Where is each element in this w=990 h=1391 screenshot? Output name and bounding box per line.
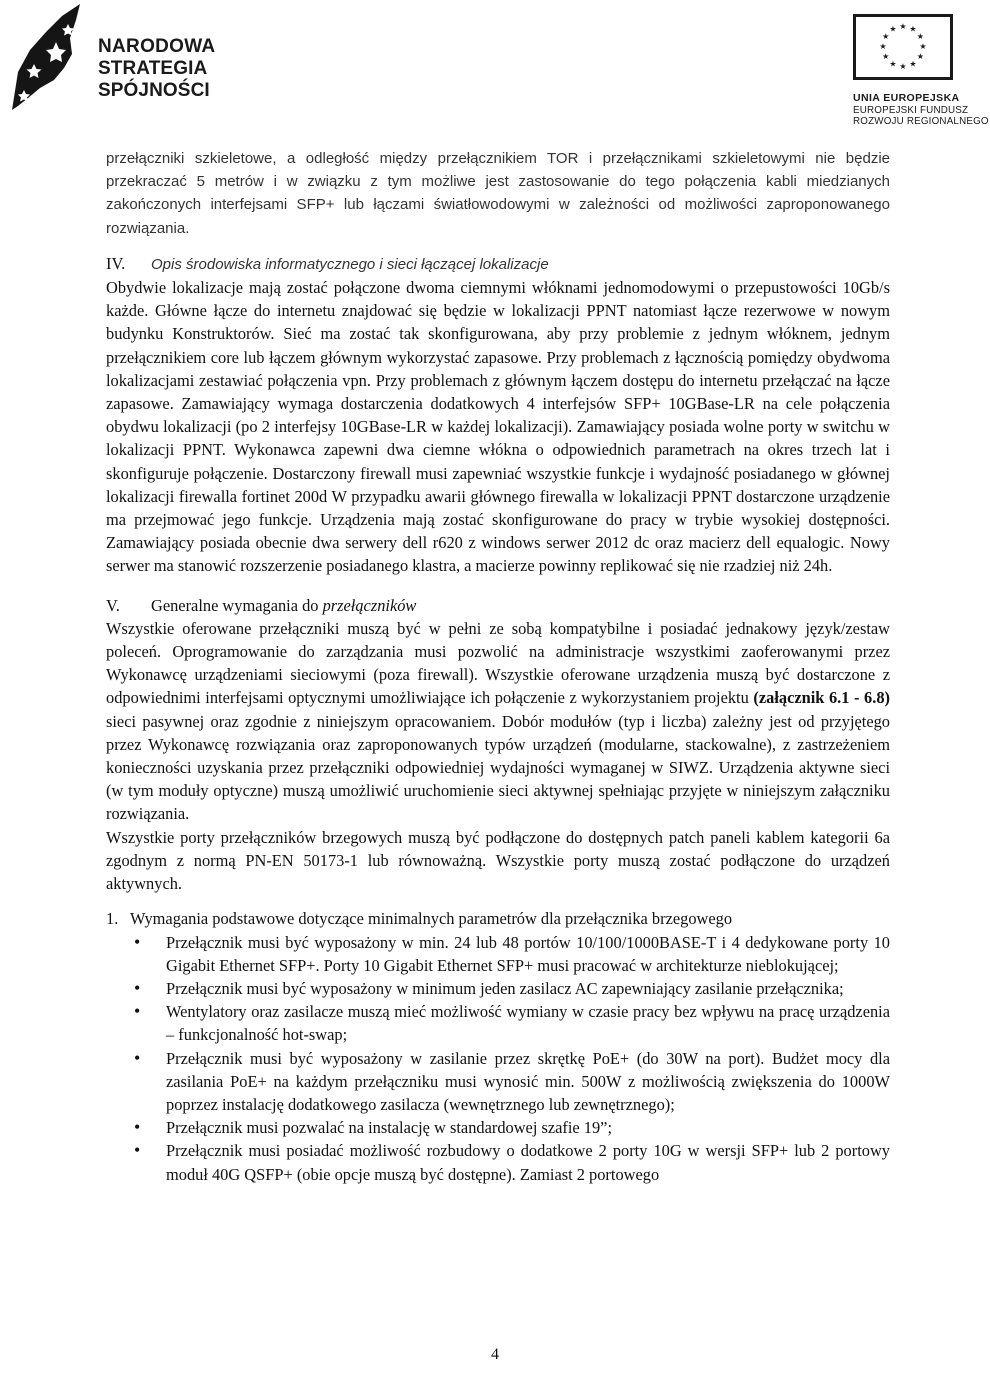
svg-text:★: ★ — [882, 32, 890, 41]
section-5-paragraph-1 — [106, 617, 890, 826]
attachment-reference: (załącznik 6.1 - 6.8) — [753, 688, 891, 708]
section-5-number: V. — [106, 595, 120, 615]
svg-text:★: ★ — [889, 59, 897, 69]
svg-text:★: ★ — [889, 24, 897, 34]
section-5-p1-part1: Wszystkie oferowane przełączniki muszą być w pełni ze sobą kompatybilne i posiadać jednakowy język/zestaw poleceń. Oprogramowanie do zarządzania musi pozwolić na administracje wszystkimi zaoferowanymi przez Wykonawcę urządzeniami sieciowymi (poza firewall). Wszystkie oferowane urządzenia muszą być dostarczone z odpowiednimi interfejsami optycznymi umożliwiające ich połączenie z wykorzystaniem projektu — [106, 618, 890, 708]
requirements-list — [106, 907, 890, 1185]
bullet-item: • Przełącznik musi pozwalać na instalację w standardowej szafie 19”; — [166, 1116, 890, 1139]
section-4-paragraph: Obydwie lokalizacje mają zostać połączone dwoma ciemnymi włóknami jednomodowymi o przepustowości 10Gb/s każde. Główne łącze do internetu znajdować się będzie w lokalizacji PPNT natomiast łącze rezerwowe w nowym budynku Konstruktorów. Sieć ma zostać tak skonfigurowana, aby przy problemie z jednym włóknem, jednym przełącznikiem core lub łączem głównym wykorzystać zapasowe. Przy problemach z łącznością pomiędzy obydwoma lokalizacjami zestawiać połączenia vpn. Przy problemach z głównym łączem dostępu do internetu przełączać na łącze zapasowe. Zamawiający wymaga dostarczenia dodatkowych 4 interfejsów SFP+ 10GBase-LR na cele połączenia obydwu lokalizacji (po 2 interfejsy 10GBase-LR w każdej lokalizacji). Zamawiający posiada wolne porty w switchu w lokalizacji PPNT. Wykonawca zapewni dwa ciemne włókna o odpowiednich parametrach na okres trzech lat i skonfiguruje połączenie. Dostarczony firewall musi zapewniać wszystkie funkcje i wydajność posiadanego w głównej lokalizacji firewalla fortinet 200d W przypadku awarii głównego firewalla w lokalizacji PPNT dostarczone urządzenie ma przejmować jego funkcje. Urządzenia mają zostać skonfigurowane do pracy w trybie wysokiej dostępności. Zamawiający posiada obecnie dwa serwery dell r620 z windows serwer 2012 dc oraz macierz dell equalogic. Nowy serwer ma stanowić rozszerzenie posiadanego klastra, a macierze powinny replikować się nie rzadziej niż 24h. — [106, 278, 890, 576]
svg-text:★: ★ — [916, 52, 924, 61]
document-body — [106, 147, 890, 1186]
requirements-item-1-title: Wymagania podstawowe dotyczące minimalnych parametrów dla przełącznika brzegowego — [130, 909, 733, 929]
section-5-paragraph-2: Wszystkie porty przełączników brzegowych muszą być podłączone do dostępnych patch paneli kablem kategorii 6a zgodnym z normą PN-EN 50173-1 lub równoważną. Wszystkie porty muszą zostać podłączone do urządzeń aktywnych. — [106, 827, 890, 894]
section-5-p1-part2: sieci pasywnej oraz zgodnie z niniejszym opracowaniem. Dobór modułów (typ i liczba) zależny jest od przyjętego przez Wykonawcę rozwiązania oraz zaproponowanych typów urządzeń (modularne, stackowalne), z zastrzeżeniem konieczności uzyskania przez przełączniki odpowiedniej wydajności wymaganej w SIWZ. Urządzenia aktywne sieci (w tym moduły optyczne) muszą umożliwić uruchomienie sieci aktywnej spełniając przyjęte w niniejszym załączniku rozwiązania. — [106, 711, 890, 824]
eu-logo-line1: UNIA EUROPEJSKA — [853, 92, 960, 104]
section-5-heading — [106, 594, 890, 617]
section-4-number: IV. — [106, 253, 126, 273]
narodowa-strategia-spojnosci-logo — [10, 2, 300, 112]
section-4-title: Opis środowiska informatycznego i sieci łączącej lokalizacje — [151, 255, 549, 273]
eu-logo-line2: EUROPEJSKI FUNDUSZ — [853, 105, 969, 116]
svg-text:★: ★ — [916, 32, 924, 41]
eu-logo-line2-3 — [853, 105, 989, 127]
bullet-item: • Przełącznik musi być wyposażony w min. 24 lub 48 portów 10/100/1000BASE-T i 4 dedykowane porty 10 Gigabit Ethernet SFP+. Porty 10 Gigabit Ethernet SFP+ musi pracować w architekturze nieblokującej; — [166, 931, 890, 977]
page-number: 4 — [491, 1346, 499, 1363]
section-5-title-plain: Generalne wymagania do — [151, 595, 323, 615]
svg-text:★: ★ — [899, 62, 907, 71]
bullet-item: • Wentylatory oraz zasilacze muszą mieć możliwość wymiany w czasie pracy bez wpływu na pracę urządzenia – funkcjonalność hot-swap; — [166, 1000, 890, 1046]
svg-text:★: ★ — [909, 59, 917, 69]
svg-text:★: ★ — [909, 24, 917, 34]
eu-flag-icon — [853, 14, 953, 80]
nss-emblem-icon — [10, 2, 94, 112]
bullet-item: • Przełącznik musi być wyposażony w minimum jeden zasilacz AC zapewniający zasilanie przełącznika; — [166, 977, 890, 1000]
svg-text:★: ★ — [879, 42, 887, 51]
section-5-title-italic: przełączników — [322, 595, 417, 615]
nss-logo-text — [98, 36, 300, 102]
nss-logo-line2: STRATEGIA SPÓJNOŚCI — [98, 58, 210, 101]
eu-erdf-logo — [845, 14, 989, 130]
bullet-item: • Przełącznik musi posiadać możliwość rozbudowy o dodatkowe 2 porty 10G w wersji SFP+ lub 2 portowy moduł 40G QSFP+ (obie opcje muszą być dostępne). Zamiast 2 portowego — [166, 1139, 890, 1185]
nss-logo-line1: NARODOWA — [98, 36, 216, 57]
requirements-item-1 — [106, 907, 890, 1185]
intro-paragraph: przełączniki szkieletowe, a odległość między przełącznikiem TOR i przełącznikami szkieletowymi nie będzie przekraczać 5 metrów i w związku z tym możliwe jest zastosowanie do tego połączenia kabli miedzianych zakończonych interfejsami SFP+ lub łączami światłowodowymi w zależności od możliwości zaproponowanego rozwiązania. — [106, 150, 890, 237]
section-4-heading — [106, 252, 890, 276]
bullet-item: • Przełącznik musi być wyposażony w zasilanie przez skrętkę PoE+ (do 30W na port). Budżet mocy dla zasilania PoE+ na każdym przełączniku musi wynosić min. 500W z możliwością zwiększenia do 1000W poprzez instalację dodatkowego zasilacza (wewnętrznego lub zewnętrznego); — [166, 1047, 890, 1117]
requirements-bullet-list — [106, 931, 890, 1186]
svg-text:★: ★ — [919, 42, 927, 51]
requirements-item-1-number: 1. — [106, 909, 119, 929]
svg-text:★: ★ — [882, 52, 890, 61]
eu-logo-line3: ROZWOJU REGIONALNEGO — [853, 116, 989, 127]
svg-text:★: ★ — [899, 22, 907, 31]
